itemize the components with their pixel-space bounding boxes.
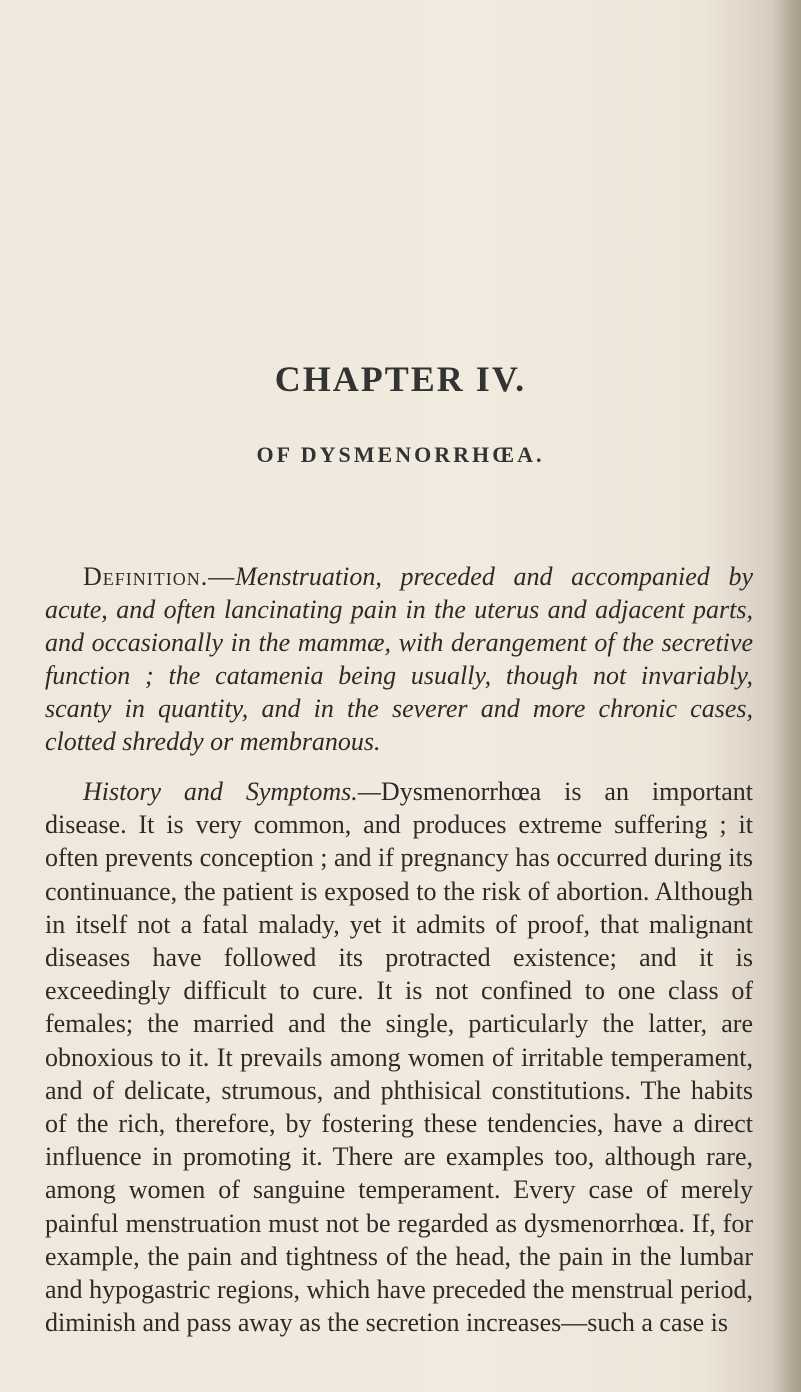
definition-paragraph <box>45 560 753 758</box>
chapter-subtitle: OF DYSMENORRHŒA. <box>256 442 545 467</box>
definition-lead: Definition.— <box>83 562 236 591</box>
chapter-title: CHAPTER IV. <box>274 359 527 399</box>
history-text: Dysmenorrhœa is an important disease. It is very common, and produces extreme suffering ; it often prevents conception ; and if pregnancy has occurred during its continuance, the patient is exposed to the risk of abortion. Although in itself not a fatal malady, yet it admits of proof, that malignant diseases have followed its protracted existence; and it is exceedingly difficult to cure. It is not confined to one class of females; the married and the single, particularly the latter, are obnoxious to it. It prevails among women of irritable temperament, and of delicate, strumous, and phthisical constitutions. The habits of the rich, therefore, by fostering these tendencies, have a direct influence in promoting it. There are examples too, although rare, among women of sanguine temperament. Every case of merely painful menstruation must not be regarded as dysmenorrhœa. If, for example, the pain and tightness of the head, the pain in the lumbar and hypogastric regions, which have preceded the menstrual period, diminish and pass away as the secretion increases—such a case is <box>45 777 753 1338</box>
definition-text: Menstruation, preceded and accompanied by acute, and often lancinating pain in the uterus and adjacent parts, and occasionally in the mammæ, with derangement of the secretive function ; the catamenia being usually, though not invariably, scanty in quantity, and in the severer and more chronic cases, clotted shreddy or membranous. <box>45 562 753 756</box>
page-edge-shadow <box>773 0 801 1392</box>
history-paragraph <box>45 775 753 1339</box>
history-lead: History and Symptoms.— <box>83 777 381 806</box>
